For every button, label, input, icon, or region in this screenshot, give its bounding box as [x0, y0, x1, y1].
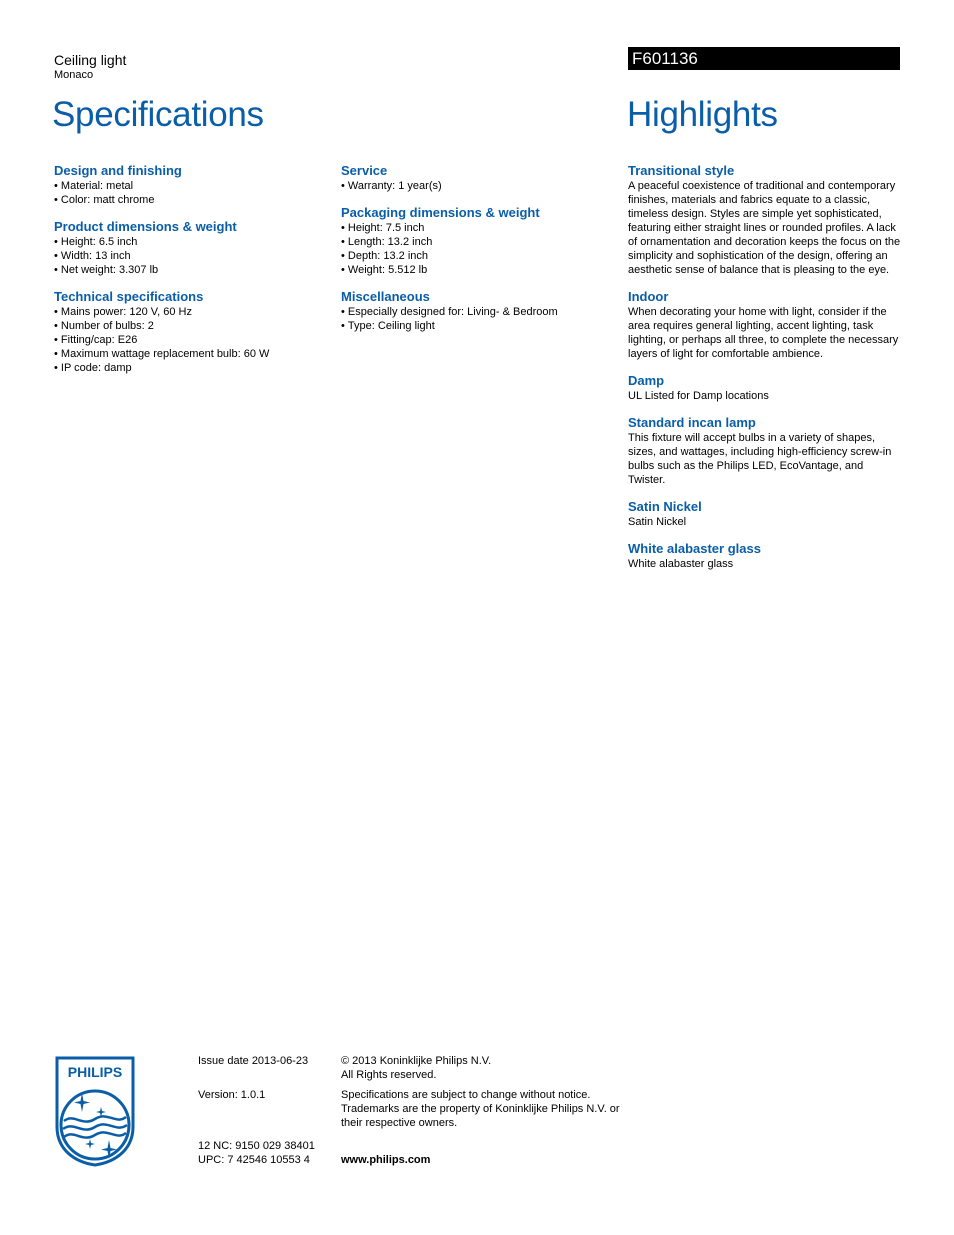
spec-item: • Warranty: 1 year(s): [341, 179, 611, 193]
spec-section-miscellaneous: [341, 289, 611, 333]
spec-heading: Design and finishing: [54, 163, 182, 178]
spec-section-service: [341, 163, 611, 193]
spec-item: • Length: 13.2 inch: [341, 235, 611, 249]
spec-item: • Type: Ceiling light: [341, 319, 611, 333]
spec-heading: Product dimensions & weight: [54, 219, 237, 234]
specs-column-2: [341, 163, 611, 345]
highlight-text: A peaceful coexistence of traditional and contemporary finishes, materials and fabrics equate to a classic, timeless design. Styles are simple yet sophisticated, featuring either straight lines or rounded profiles. A lack of ornamentation and decoration keeps the focus on the simplicity and sophistication of the design, offering an aesthetic sense of balance that is pleasing to the eye.: [628, 180, 901, 276]
spec-heading: Miscellaneous: [341, 289, 430, 304]
spec-item: • Depth: 13.2 inch: [341, 249, 611, 263]
spec-item: • Especially designed for: Living- & Bedroom: [341, 305, 611, 319]
spec-heading: Service: [341, 163, 388, 178]
highlight-text: This fixture will accept bulbs in a variety of shapes, sizes, and wattages, including high-efficiency screw-in bulbs such as the Philips LED, EcoVantage, and Twister.: [628, 432, 892, 486]
spec-item: • Width: 13 inch: [54, 249, 324, 263]
spec-section-design: [54, 163, 324, 207]
spec-section-product-dimensions: [54, 219, 324, 277]
spec-item: • Color: matt chrome: [54, 193, 324, 207]
spec-item: • Height: 6.5 inch: [54, 235, 324, 249]
highlights-column: [628, 163, 903, 583]
specifications-title: Specifications: [52, 95, 264, 134]
copyright: © 2013 Koninklijke Philips N.V.: [341, 1055, 492, 1067]
highlight-item: [628, 499, 903, 529]
highlight-heading: Standard incan lamp: [628, 415, 756, 430]
spec-item: • Material: metal: [54, 179, 324, 193]
rights-reserved: All Rights reserved.: [341, 1069, 437, 1081]
spec-section-technical: [54, 289, 324, 375]
specs-column-1: [54, 163, 324, 387]
disclaimer: Specifications are subject to change without notice. Trademarks are the property of Koninklijke Philips N.V. or their respective owners.: [341, 1089, 620, 1129]
spec-section-packaging: [341, 205, 611, 277]
issue-date: Issue date 2013-06-23: [198, 1055, 309, 1067]
highlight-text: Satin Nickel: [628, 516, 687, 528]
spec-heading: Technical specifications: [54, 289, 204, 304]
spec-item: • Mains power: 120 V, 60 Hz: [54, 305, 324, 319]
highlight-heading: White alabaster glass: [628, 541, 761, 556]
spec-item: • IP code: damp: [54, 361, 324, 375]
highlight-text: White alabaster glass: [628, 558, 734, 570]
highlight-item: [628, 373, 903, 403]
spec-item: • Maximum wattage replacement bulb: 60 W: [54, 347, 324, 361]
spec-item: • Net weight: 3.307 lb: [54, 263, 324, 277]
philips-shield-icon: [54, 1055, 136, 1167]
product-type: Ceiling light: [54, 52, 127, 68]
highlight-item: [628, 289, 903, 361]
website-link[interactable]: www.philips.com: [341, 1154, 431, 1166]
highlight-item: [628, 541, 903, 571]
product-code: F601136: [628, 47, 900, 70]
highlight-text: When decorating your home with light, consider if the area requires general lighting, accent lighting, task lighting, or perhaps all three, to complete the necessary layers of light for comfortable ambience.: [628, 306, 899, 360]
highlight-item: [628, 163, 903, 277]
spec-item: • Number of bulbs: 2: [54, 319, 324, 333]
product-name: Monaco: [54, 69, 94, 81]
highlight-heading: Transitional style: [628, 163, 735, 178]
highlight-item: [628, 415, 903, 487]
spec-item: • Fitting/cap: E26: [54, 333, 324, 347]
nc-code: 12 NC: 9150 029 38401: [198, 1140, 315, 1152]
highlight-heading: Indoor: [628, 289, 669, 304]
highlights-title: Highlights: [627, 95, 778, 134]
spec-heading: Packaging dimensions & weight: [341, 205, 540, 220]
highlight-text: UL Listed for Damp locations: [628, 390, 769, 402]
highlight-heading: Satin Nickel: [628, 499, 702, 514]
spec-item: • Height: 7.5 inch: [341, 221, 611, 235]
philips-logo-text: PHILIPS: [67, 1064, 123, 1080]
highlight-heading: Damp: [628, 373, 665, 388]
version: Version: 1.0.1: [198, 1089, 266, 1101]
spec-item: • Weight: 5.512 lb: [341, 263, 611, 277]
upc-code: UPC: 7 42546 10553 4: [198, 1154, 310, 1166]
